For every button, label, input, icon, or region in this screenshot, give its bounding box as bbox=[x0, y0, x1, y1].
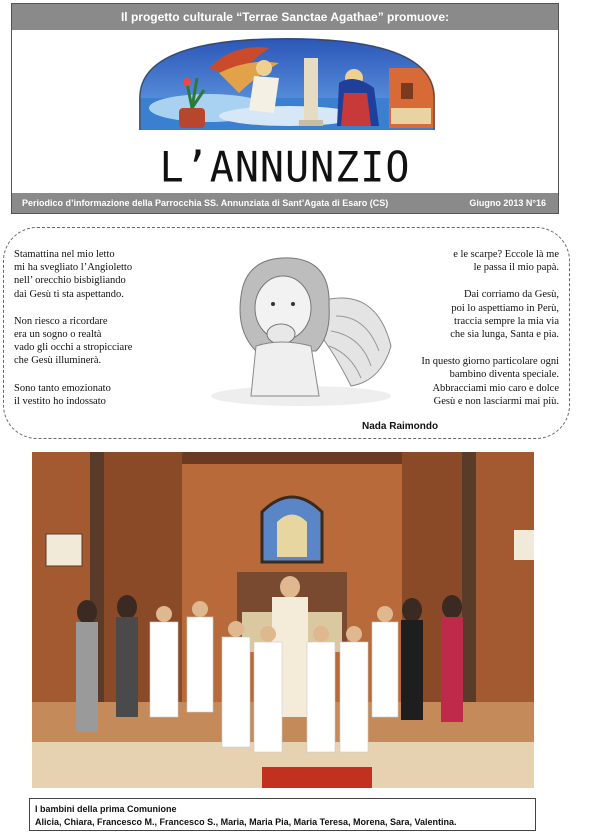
newsletter-title: L’ANNUNZIO bbox=[159, 143, 411, 193]
poem-line: Dai corriamo da Gesù, bbox=[463, 289, 559, 301]
poem-line: poi lo aspettiamo in Perù, bbox=[451, 302, 559, 314]
poem-line: vado gli occhi a stropicciare bbox=[14, 342, 133, 354]
poem-stanza bbox=[14, 248, 204, 301]
poem-line: era un sogno o realtà bbox=[14, 329, 102, 341]
poem-line: il vestito ho indossato bbox=[14, 395, 106, 407]
poem-stanza bbox=[14, 315, 204, 368]
poem-line: che Gesù illuminerà. bbox=[14, 355, 102, 367]
poem-line: In questo giorno particolare ogni bbox=[421, 356, 559, 368]
poem-line: bambino diventa speciale. bbox=[449, 369, 559, 381]
poem-stanza bbox=[384, 288, 559, 341]
publication-subtitle: Periodico d’informazione della Parrocchia SS. Annunziata di Sant’Agata di Esaro (CS) bbox=[22, 198, 389, 208]
caption-title: I bambini della prima Comunione bbox=[35, 804, 177, 814]
poem-line: nell’ orecchio bisbigliando bbox=[14, 275, 126, 287]
first-communion-group-photo bbox=[32, 452, 534, 788]
poem-line: Non riesco a ricordare bbox=[14, 315, 108, 327]
poem-line: che sia lunga, Santa e pia. bbox=[450, 329, 559, 341]
caption-names: Alicia, Chiara, Francesco M., Francesco S., Maria, Maria Pia, Maria Teresa, Morena, Sara, Valentina. bbox=[35, 817, 457, 827]
poem-line: traccia sempre la mia via bbox=[454, 315, 559, 327]
poem-line: mi ha svegliato l’Angioletto bbox=[14, 262, 133, 274]
poem-line: Gesù e non lasciarmi mai più. bbox=[433, 395, 559, 407]
issue-info: Giugno 2013 N°16 bbox=[469, 198, 546, 208]
photo-caption bbox=[29, 798, 536, 831]
angel-child-illustration bbox=[201, 246, 401, 408]
poem-box bbox=[3, 227, 570, 439]
poem-line: e le scarpe? Eccole là me bbox=[453, 249, 559, 260]
poem-line: Sono tanto emozionato bbox=[14, 382, 111, 394]
poem-stanza bbox=[384, 355, 559, 408]
poem-left-column bbox=[14, 248, 204, 422]
poem-line: dai Gesù ti sta aspettando. bbox=[14, 288, 124, 300]
masthead-top-line: Il progetto culturale “Terrae Sanctae Agathae” promuove: bbox=[12, 4, 558, 30]
masthead bbox=[11, 3, 559, 214]
poem-right-column bbox=[384, 248, 559, 422]
poem-line: le passa il mio papà. bbox=[473, 262, 559, 274]
poem-stanza bbox=[384, 248, 559, 274]
poem-author: Nada Raimondo bbox=[362, 421, 439, 432]
annunciation-banner-image bbox=[139, 38, 435, 130]
poem-stanza bbox=[14, 382, 204, 408]
poem-line: Abbracciami mio caro e dolce bbox=[432, 382, 559, 394]
poem-line: Stamattina nel mio letto bbox=[14, 249, 115, 260]
masthead-bottom-bar bbox=[12, 193, 558, 213]
